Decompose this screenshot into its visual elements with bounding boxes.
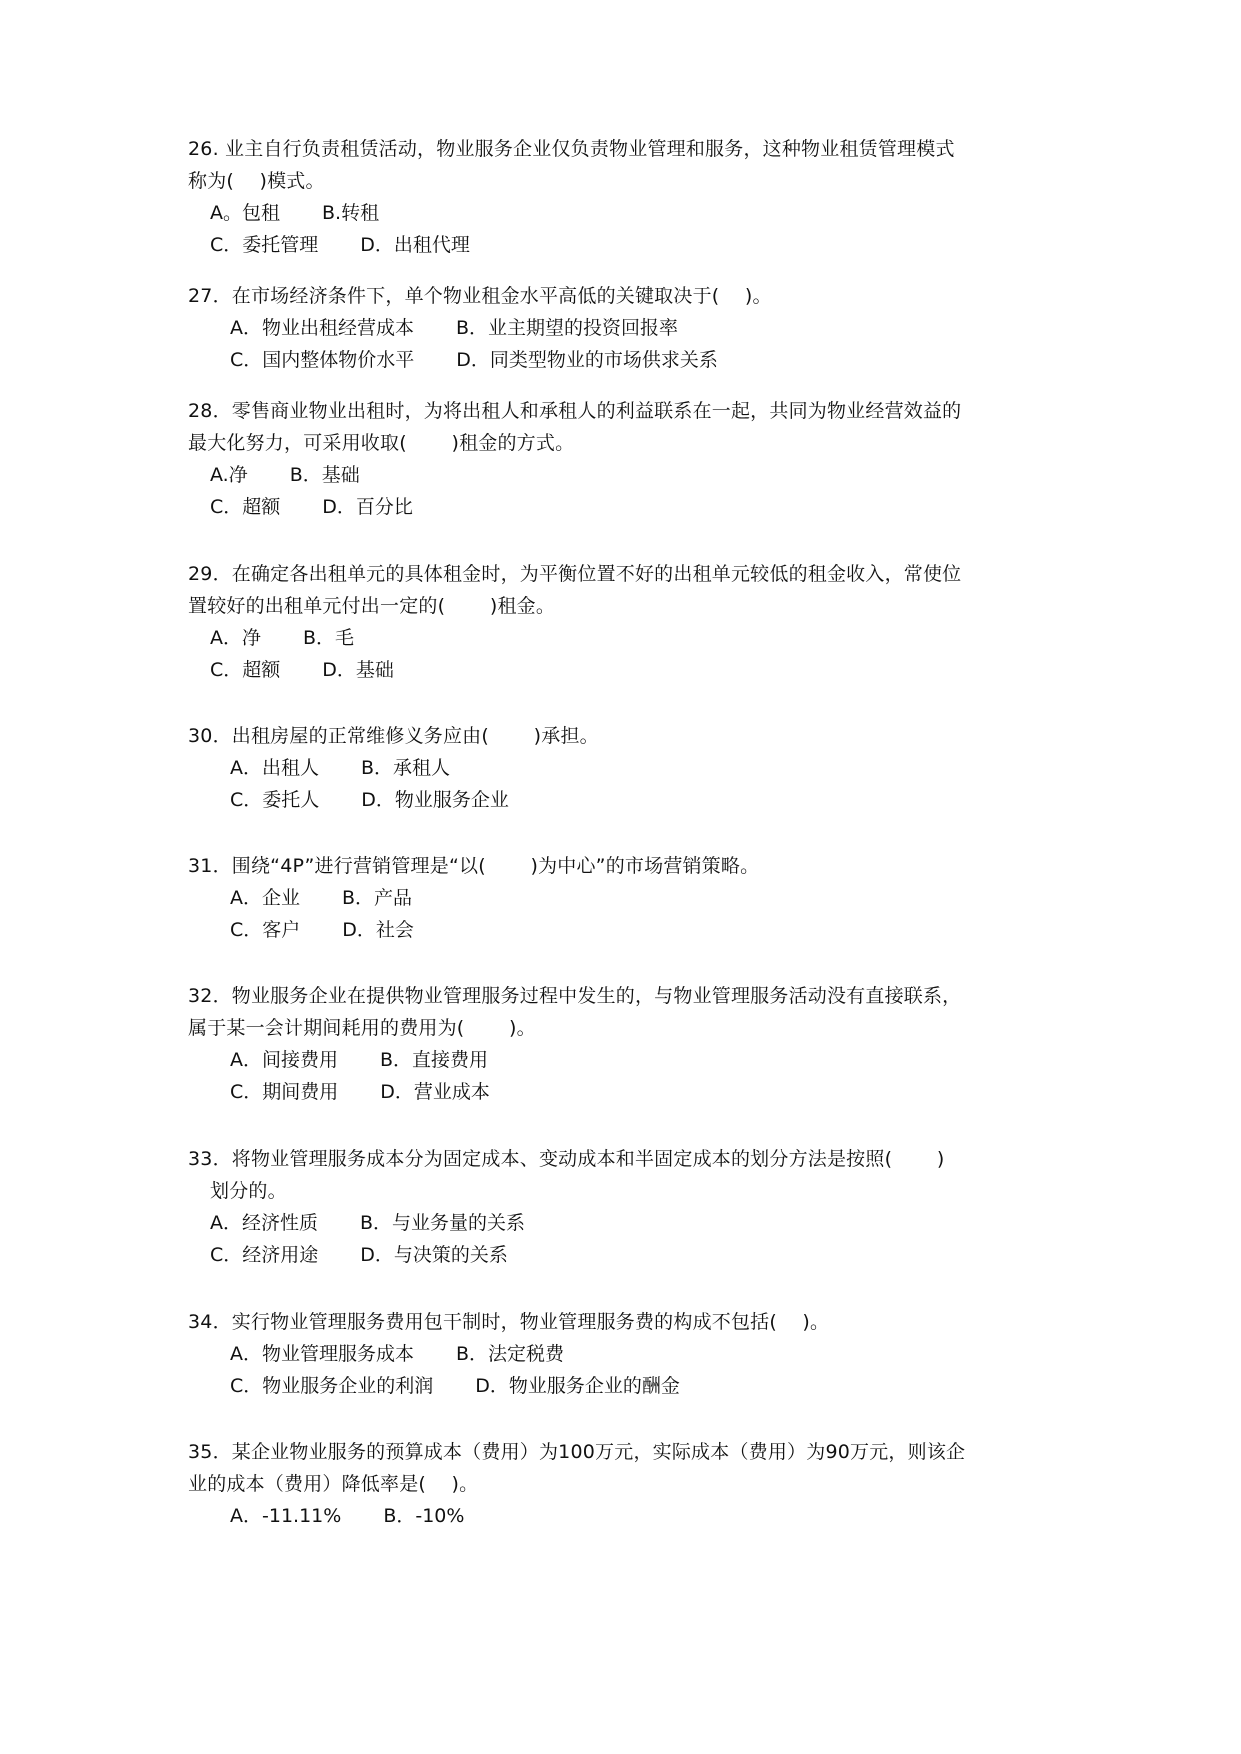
option-a: A．物业出租经营成本 bbox=[230, 317, 414, 339]
option-b: B．直接费用 bbox=[380, 1049, 489, 1071]
option-b: B.转租 bbox=[322, 202, 380, 224]
question-stem bbox=[188, 280, 1068, 312]
option-b: B．承租人 bbox=[361, 757, 451, 779]
question-35 bbox=[188, 1436, 1068, 1532]
option-b: B．基础 bbox=[289, 464, 360, 486]
question-stem bbox=[188, 980, 1068, 1044]
option-row bbox=[188, 459, 1068, 491]
question-31 bbox=[188, 850, 1068, 946]
option-d: D．物业服务企业的酬金 bbox=[475, 1375, 680, 1397]
question-stem bbox=[188, 558, 1068, 622]
option-row bbox=[188, 752, 1068, 784]
stem-line: 32．物业服务企业在提供物业管理服务过程中发生的，与物业管理服务活动没有直接联系， bbox=[188, 985, 962, 1007]
option-b: B．法定税费 bbox=[456, 1343, 565, 1365]
option-row bbox=[188, 312, 1068, 344]
question-stem bbox=[188, 1306, 1068, 1338]
question-stem bbox=[188, 720, 1068, 752]
option-d: D．营业成本 bbox=[380, 1081, 490, 1103]
option-a: A.净 bbox=[210, 464, 248, 486]
stem-line: 最大化努力，可采用收取( )租金的方式。 bbox=[188, 432, 575, 454]
option-b: B．-10% bbox=[383, 1505, 465, 1527]
option-a: A．经济性质 bbox=[210, 1212, 318, 1234]
option-row bbox=[188, 491, 1068, 523]
option-row bbox=[188, 914, 1068, 946]
stem-line: 置较好的出租单元付出一定的( )租金。 bbox=[188, 595, 556, 617]
stem-line: 27．在市场经济条件下，单个物业租金水平高低的关键取决于( )。 bbox=[188, 285, 772, 307]
question-stem bbox=[188, 395, 1068, 459]
question-stem bbox=[188, 1436, 1068, 1500]
option-d: D．社会 bbox=[342, 919, 414, 941]
stem-line: 31．围绕“4P”进行营销管理是“以( )为中心”的市场营销策略。 bbox=[188, 855, 760, 877]
question-29 bbox=[188, 558, 1068, 686]
stem-line: 属于某一会计期间耗用的费用为( )。 bbox=[188, 1017, 536, 1039]
stem-line: 35．某企业物业服务的预算成本（费用）为100万元，实际成本（费用）为90万元，则该企 bbox=[188, 1441, 966, 1463]
option-a: A．企业 bbox=[230, 887, 300, 909]
option-d: D．物业服务企业 bbox=[361, 789, 509, 811]
option-a: A．物业管理服务成本 bbox=[230, 1343, 414, 1365]
stem-line: 划分的。 bbox=[210, 1180, 287, 1202]
option-d: D．出租代理 bbox=[360, 234, 470, 256]
question-27 bbox=[188, 280, 1068, 376]
option-row bbox=[188, 229, 1068, 261]
option-row bbox=[188, 882, 1068, 914]
stem-line: 29．在确定各出租单元的具体租金时，为平衡位置不好的出租单元较低的租金收入，常使位 bbox=[188, 563, 962, 585]
stem-line: 28．零售商业物业出租时，为将出租人和承租人的利益联系在一起，共同为物业经营效益的 bbox=[188, 400, 962, 422]
question-26 bbox=[188, 133, 1068, 261]
stem-line: 34．实行物业管理服务费用包干制时，物业管理服务费的构成不包括( )。 bbox=[188, 1311, 830, 1333]
option-c: C．国内整体物价水平 bbox=[230, 349, 415, 371]
option-c: C．客户 bbox=[230, 919, 301, 941]
option-c: C．超额 bbox=[210, 659, 281, 681]
option-d: D．百分比 bbox=[322, 496, 413, 518]
option-d: D．与决策的关系 bbox=[360, 1244, 508, 1266]
question-stem bbox=[188, 1143, 1068, 1207]
stem-line: 30．出租房屋的正常维修义务应由( )承担。 bbox=[188, 725, 599, 747]
option-row bbox=[188, 1207, 1068, 1239]
question-34 bbox=[188, 1306, 1068, 1402]
option-b: B．业主期望的投资回报率 bbox=[456, 317, 679, 339]
option-a: A。包租 bbox=[210, 202, 280, 224]
option-d: D．同类型物业的市场供求关系 bbox=[456, 349, 718, 371]
option-row bbox=[188, 622, 1068, 654]
question-30 bbox=[188, 720, 1068, 816]
question-33 bbox=[188, 1143, 1068, 1271]
question-stem bbox=[188, 850, 1068, 882]
option-a: A．间接费用 bbox=[230, 1049, 338, 1071]
option-a: A．出租人 bbox=[230, 757, 319, 779]
stem-line: 26. 业主自行负责租赁活动，物业服务企业仅负责物业管理和服务，这种物业租赁管理模式 bbox=[188, 138, 955, 160]
option-a: A．-11.11% bbox=[230, 1505, 342, 1527]
option-row bbox=[188, 1370, 1068, 1402]
option-row bbox=[188, 1076, 1068, 1108]
stem-line: 业的成本（费用）降低率是( )。 bbox=[188, 1473, 479, 1495]
option-b: B．与业务量的关系 bbox=[360, 1212, 526, 1234]
option-row bbox=[188, 197, 1068, 229]
option-b: B．产品 bbox=[342, 887, 413, 909]
option-d: D．基础 bbox=[322, 659, 394, 681]
option-row bbox=[188, 1239, 1068, 1271]
question-32 bbox=[188, 980, 1068, 1108]
option-row bbox=[188, 1500, 1068, 1532]
option-c: C．超额 bbox=[210, 496, 281, 518]
option-row bbox=[188, 344, 1068, 376]
option-c: C．经济用途 bbox=[210, 1244, 319, 1266]
stem-line: 称为( )模式。 bbox=[188, 170, 325, 192]
option-c: C．委托管理 bbox=[210, 234, 319, 256]
option-row bbox=[188, 654, 1068, 686]
option-c: C．期间费用 bbox=[230, 1081, 339, 1103]
option-c: C．委托人 bbox=[230, 789, 320, 811]
question-stem bbox=[188, 133, 1068, 197]
stem-line: 33．将物业管理服务成本分为固定成本、变动成本和半固定成本的划分方法是按照( ) bbox=[188, 1148, 945, 1170]
question-28 bbox=[188, 395, 1068, 523]
option-c: C．物业服务企业的利润 bbox=[230, 1375, 434, 1397]
option-b: B．毛 bbox=[303, 627, 355, 649]
option-a: A．净 bbox=[210, 627, 261, 649]
option-row bbox=[188, 1044, 1068, 1076]
option-row bbox=[188, 784, 1068, 816]
option-row bbox=[188, 1338, 1068, 1370]
